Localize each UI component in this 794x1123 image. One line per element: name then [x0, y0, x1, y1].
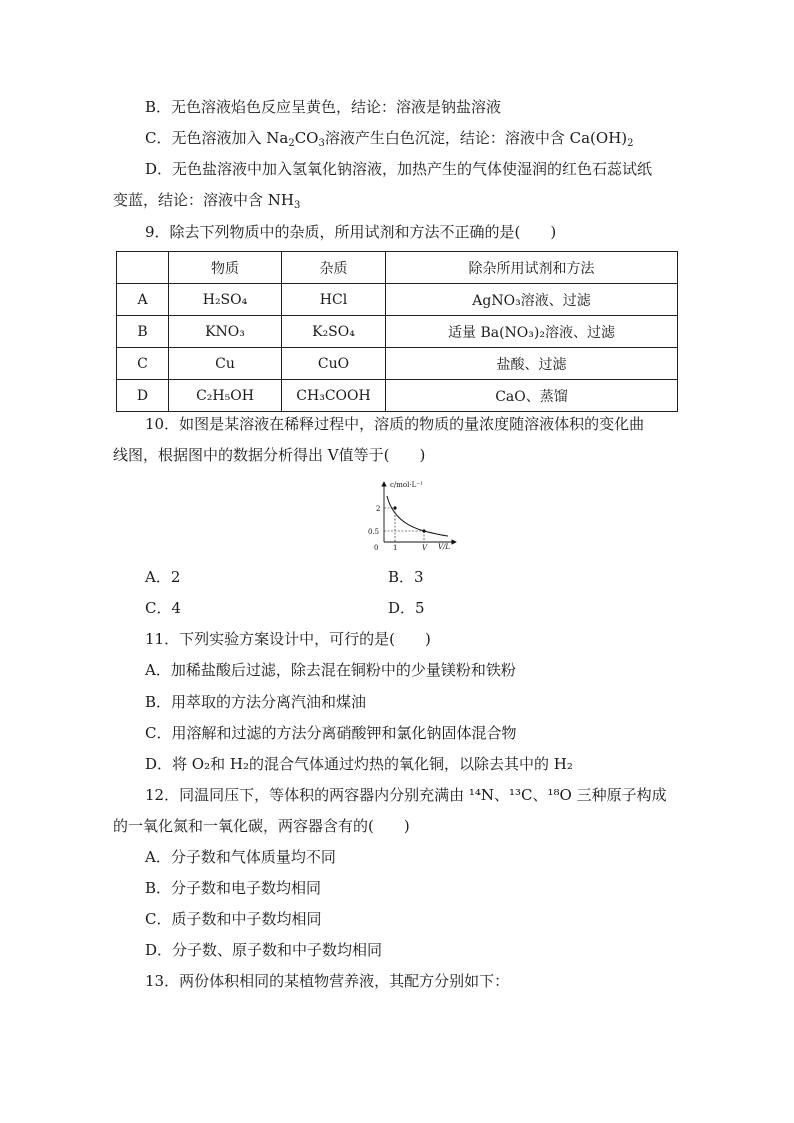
row-label: C [117, 348, 169, 380]
q8-option-c-post: 溶液产生白色沉淀，结论：溶液中含 Ca(OH) [324, 129, 628, 147]
q8-option-c-pre: C．无色溶液加入 Na [145, 129, 289, 147]
q12-option-b: B．分子数和电子数均相同 [145, 879, 322, 897]
x-tick-v: V [422, 544, 428, 550]
table-row [117, 348, 678, 380]
q13-stem: 13．两份体积相同的某植物营养液，其配方分别如下： [145, 972, 510, 990]
data-point [422, 529, 425, 532]
q10-option-b: B．3 [388, 568, 424, 586]
method-cell: 适量 Ba(NO₃)₂溶液、过滤 [386, 316, 678, 348]
method-cell: CaO、蒸馏 [386, 380, 678, 412]
table-row [117, 380, 678, 412]
q8-option-c-sub3: 2 [627, 138, 634, 149]
q11-option-c: C．用溶解和过滤的方法分离硝酸钾和氯化钠固体混合物 [145, 724, 517, 742]
q10-option-d: D．5 [388, 599, 425, 617]
q9-stem: 9．除去下列物质中的杂质，所用试剂和方法不正确的是( ) [145, 223, 557, 241]
q8-option-d-line2 [113, 190, 300, 210]
q9-table [116, 251, 678, 412]
q8-option-c-mid: CO [294, 129, 319, 147]
x-axis-label: V/L [438, 543, 451, 550]
origin-label: 0 [374, 544, 379, 550]
impurity-cell: HCl [282, 284, 386, 316]
q12-option-a: A．分子数和气体质量均不同 [145, 848, 336, 866]
q8-option-c [145, 128, 634, 148]
row-label: A [117, 284, 169, 316]
method-cell: AgNO₃溶液、过滤 [386, 284, 678, 316]
q8-option-b: B．无色溶液焰色反应呈黄色，结论：溶液是钠盐溶液 [145, 98, 502, 116]
q10-stem-line1: 10．如图是某溶液在稀释过程中，溶质的物质的量浓度随溶液体积的变化曲 [145, 415, 645, 433]
impurity-cell: CH₃COOH [282, 380, 386, 412]
dilution-curve [387, 496, 448, 536]
row-label: B [117, 316, 169, 348]
q11-stem: 11．下列实验方案设计中，可行的是( ) [145, 630, 431, 648]
q8-option-d-line1: D．无色盐溶液中加入氢氧化钠溶液，加热产生的气体使湿润的红色石蕊试纸 [145, 160, 653, 178]
q11-option-d: D．将 O₂和 H₂的混合气体通过灼热的氧化铜，以除去其中的 H₂ [145, 755, 573, 773]
table-header-row [117, 252, 678, 284]
y-tick-2: 2 [376, 505, 381, 513]
q8-option-c-sub1: 2 [288, 138, 295, 149]
q12-stem-line1: 12．同温同压下，等体积的两容器内分别充满由 ¹⁴N、¹³C、¹⁸O 三种原子构成 [145, 786, 667, 804]
table-row [117, 284, 678, 316]
x-tick-1: 1 [393, 544, 398, 550]
q12-stem-line2: 的一氧化氮和一氧化碳，两容器含有的( ) [113, 817, 410, 835]
data-point [393, 506, 396, 509]
q11-option-b: B．用萃取的方法分离汽油和煤油 [145, 693, 367, 711]
substance-cell: Cu [169, 348, 282, 380]
q8-option-d-line2-text: 变蓝，结论：溶液中含 NH [113, 191, 294, 209]
row-label: D [117, 380, 169, 412]
method-cell: 盐酸、过滤 [386, 348, 678, 380]
q8-option-d-line2-sub: 3 [293, 200, 301, 211]
q12-option-c: C．质子数和中子数均相同 [145, 910, 322, 928]
table-row [117, 316, 678, 348]
q12-option-d: D．分子数、原子数和中子数均相同 [145, 941, 383, 959]
concentration-volume-graph [360, 478, 460, 550]
y-axis-label: c/mol·L⁻¹ [390, 481, 423, 489]
impurity-cell: CuO [282, 348, 386, 380]
q10-stem-line2: 线图，根据图中的数据分析得出 V值等于( ) [113, 446, 426, 464]
substance-cell: H₂SO₄ [169, 284, 282, 316]
substance-cell: C₂H₅OH [169, 380, 282, 412]
table-header-cell: 除杂所用试剂和方法 [386, 252, 678, 284]
q10-option-a: A．2 [145, 568, 181, 586]
impurity-cell: K₂SO₄ [282, 316, 386, 348]
y-tick-0.5: 0.5 [368, 528, 380, 536]
q10-option-c: C．4 [145, 599, 182, 617]
substance-cell: KNO₃ [169, 316, 282, 348]
table-header-cell [117, 252, 169, 284]
table-header-cell: 杂质 [282, 252, 386, 284]
q8-option-c-sub2: 3 [318, 138, 325, 149]
q11-option-a: A．加稀盐酸后过滤，除去混在铜粉中的少量镁粉和铁粉 [145, 661, 516, 679]
table-header-cell: 物质 [169, 252, 282, 284]
